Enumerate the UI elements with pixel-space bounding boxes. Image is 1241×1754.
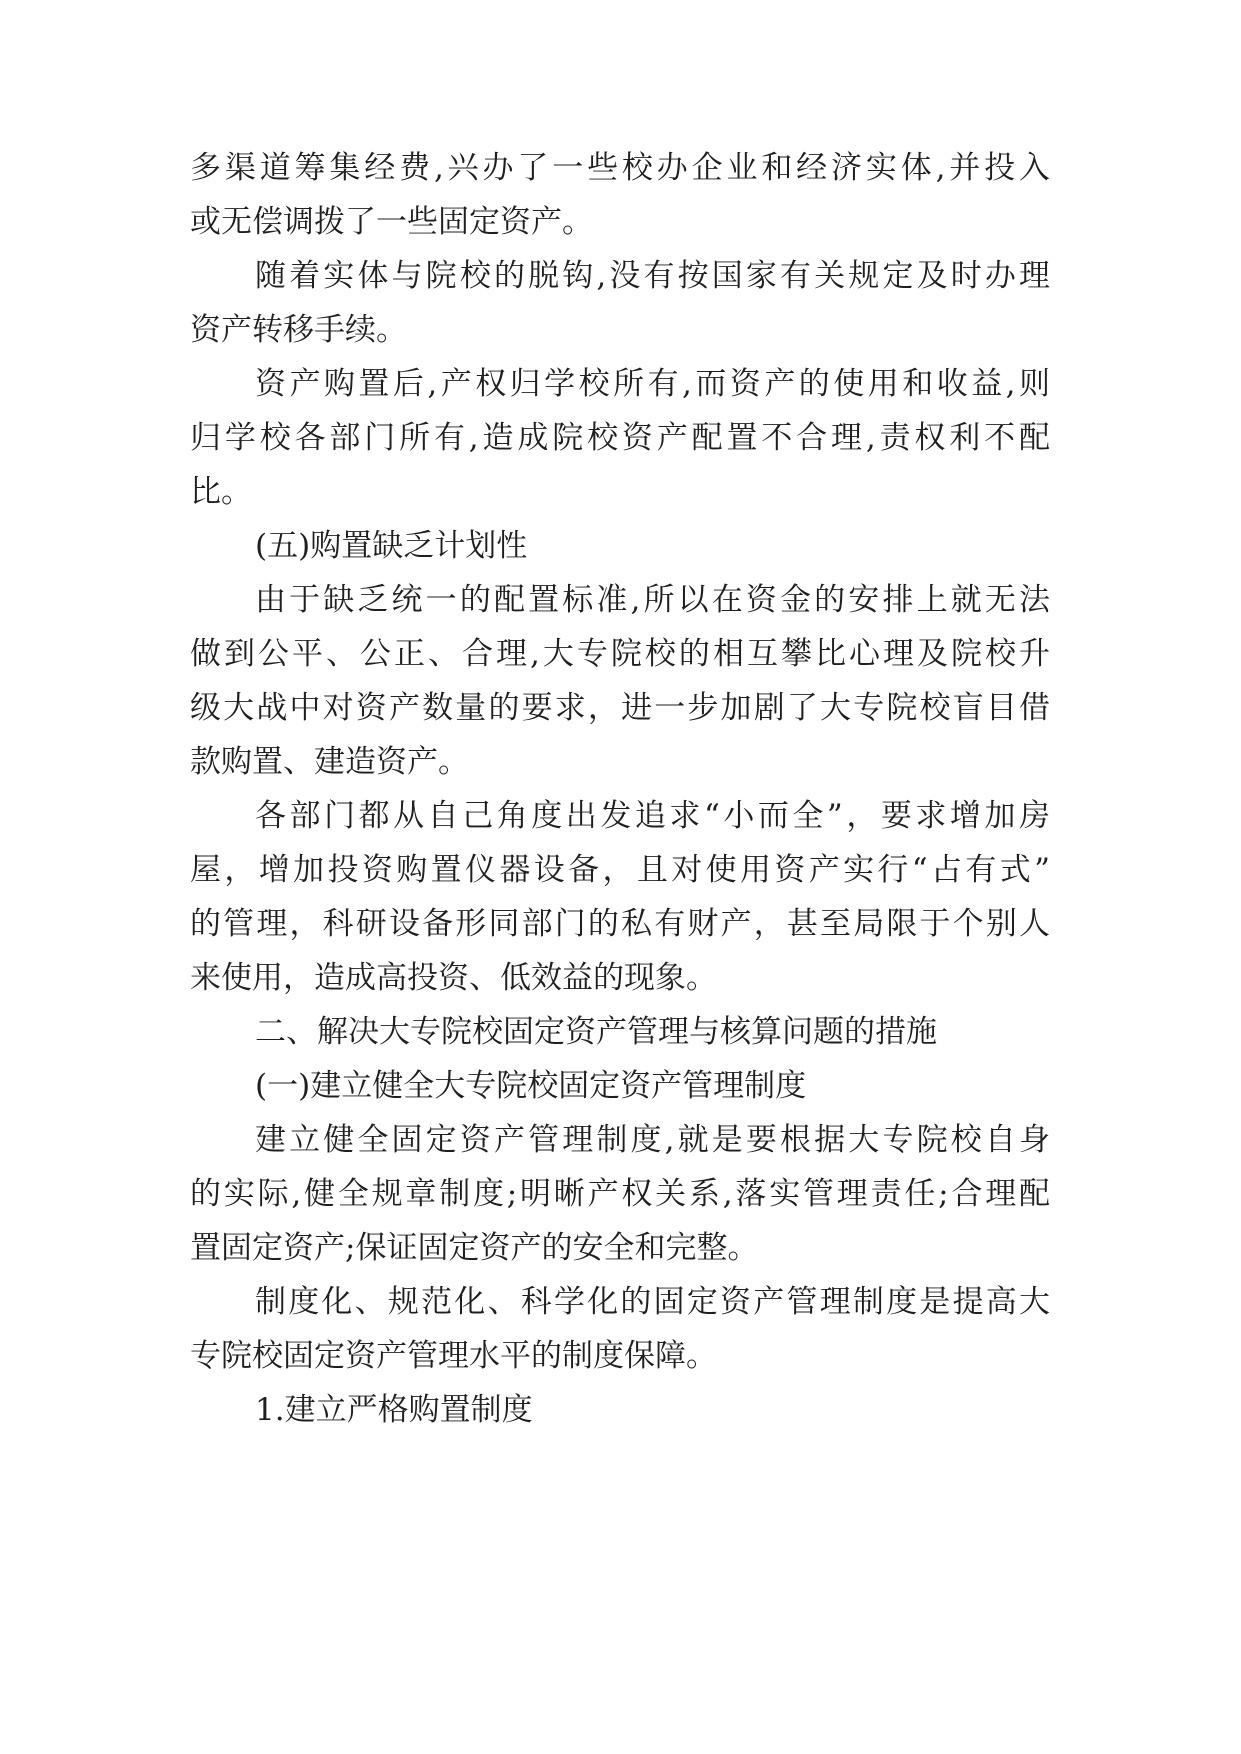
section-heading: 二、解决大专院校固定资产管理与核算问题的措施 <box>255 1014 937 1050</box>
text-line: 专院校固定资产管理水平的制度保障。 <box>190 1338 717 1374</box>
text-line: 资产转移手续。 <box>190 312 407 348</box>
text-line: 的管理，科研设备形同部门的私有财产，甚至局限于个别人 <box>190 906 1050 942</box>
text-line: 来使用，造成高投资、低效益的现象。 <box>190 960 717 996</box>
text-line: 由于缺乏统一的配置标准,所以在资金的安排上就无法 <box>255 582 1050 618</box>
text-line: 比。 <box>190 474 252 510</box>
text-line: 的实际,健全规章制度;明晰产权关系,落实管理责任;合理配 <box>190 1176 1050 1212</box>
text-line: 级大战中对资产数量的要求，进一步加剧了大专院校盲目借 <box>190 690 1050 726</box>
text-line: 归学校各部门所有,造成院校资产配置不合理,责权利不配 <box>190 420 1050 456</box>
text-line: 置固定资产;保证固定资产的安全和完整。 <box>190 1230 759 1266</box>
text-line: 建立健全固定资产管理制度,就是要根据大专院校自身 <box>255 1122 1050 1158</box>
text-line: 随着实体与院校的脱钩,没有按国家有关规定及时办理 <box>255 258 1050 294</box>
text-line: 各部门都从自己角度出发追求“小而全”，要求增加房 <box>255 798 1050 834</box>
text-line: 做到公平、公正、合理,大专院校的相互攀比心理及院校升 <box>190 636 1050 672</box>
text-line: 屋，增加投资购置仪器设备，且对使用资产实行“占有式” <box>190 852 1050 888</box>
section-heading: (五)购置缺乏计划性 <box>255 528 528 564</box>
text-line: 多渠道筹集经费,兴办了一些校办企业和经济实体,并投入 <box>190 150 1050 186</box>
section-heading: 1.建立严格购置制度 <box>255 1392 533 1428</box>
text-line: 制度化、规范化、科学化的固定资产管理制度是提高大 <box>255 1284 1050 1320</box>
section-heading: (一)建立健全大专院校固定资产管理制度 <box>255 1068 807 1104</box>
text-line: 款购置、建造资产。 <box>190 744 469 780</box>
text-line: 资产购置后,产权归学校所有,而资产的使用和收益,则 <box>255 366 1050 402</box>
text-line: 或无偿调拨了一些固定资产。 <box>190 204 593 240</box>
